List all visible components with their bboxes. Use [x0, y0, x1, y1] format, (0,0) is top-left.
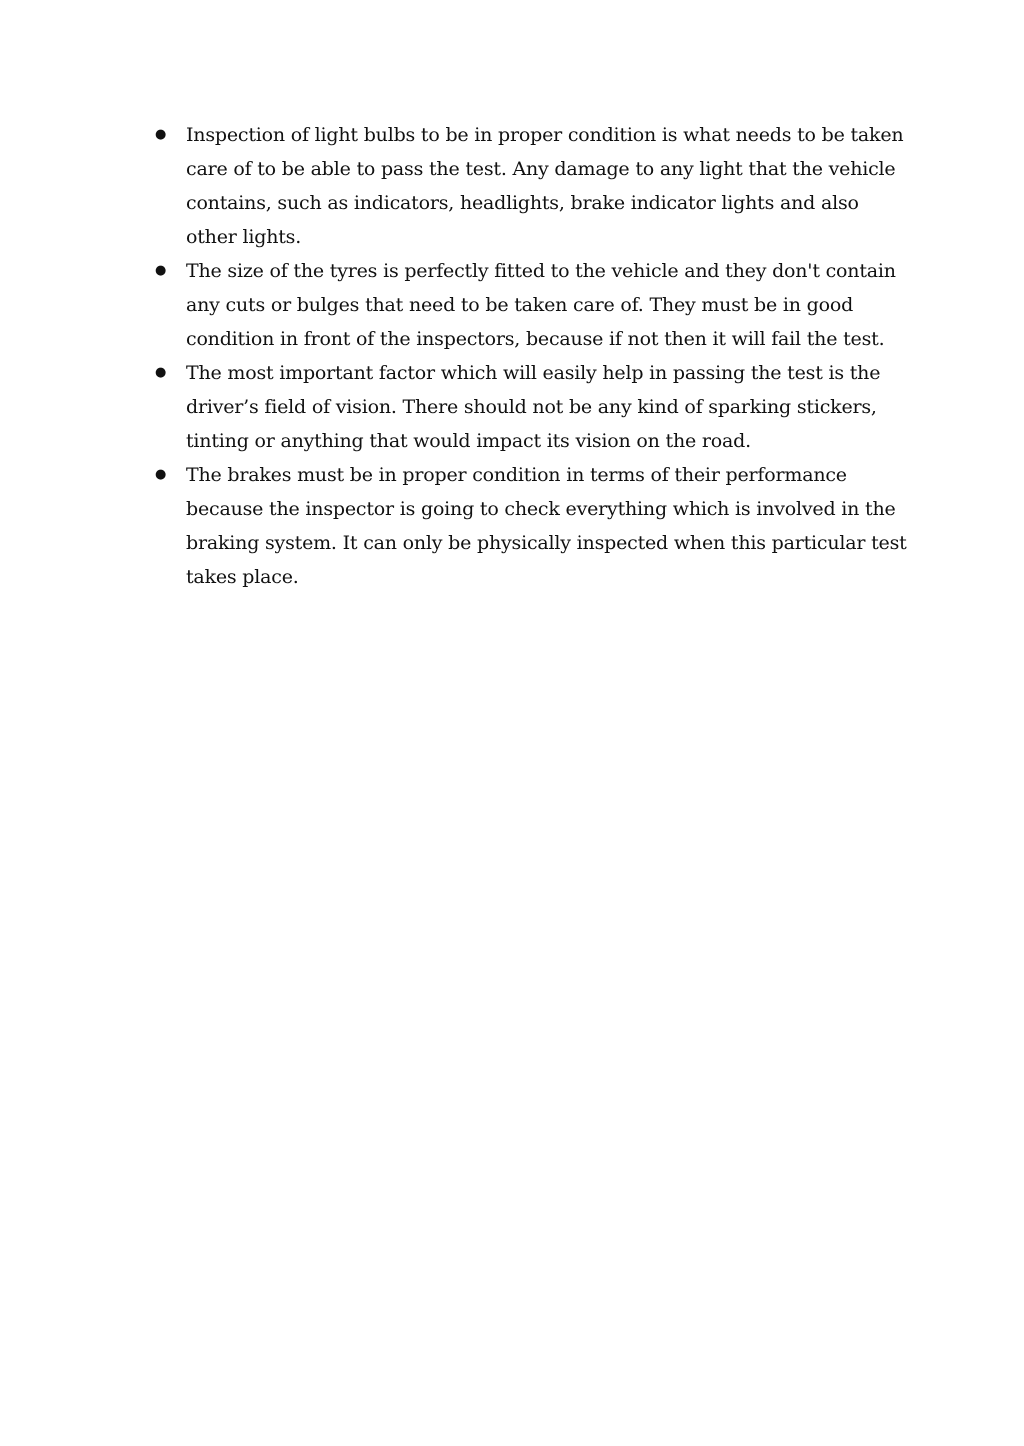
bullet-icon: ●	[155, 263, 167, 278]
list-item	[153, 356, 913, 458]
list-item	[153, 458, 913, 594]
list-item-text: The brakes must be in proper condition in terms of their performance because the inspector is going to check everything which is involved in the braking system. It can only be physically inspected when this particular test takes place.	[186, 464, 907, 588]
list-item	[153, 118, 913, 254]
bullet-icon: ●	[155, 127, 167, 142]
list-item	[153, 254, 913, 356]
list-item-text: Inspection of light bulbs to be in proper condition is what needs to be taken care of to be able to pass the test. Any damage to any light that the vehicle contains, such as indicators, headlights, brake indicator lights and also other lights.	[186, 124, 904, 248]
bullet-icon: ●	[155, 365, 167, 380]
list-item-text: The most important factor which will easily help in passing the test is the driver’s field of vision. There should not be any kind of sparking stickers, tinting or anything that would impact its vision on the road.	[186, 362, 881, 452]
list-item-text: The size of the tyres is perfectly fitted to the vehicle and they don't contain any cuts or bulges that need to be taken care of. They must be in good condition in front of the inspectors, because if not then it will fail the test.	[186, 260, 896, 350]
bullet-icon: ●	[155, 467, 167, 482]
bullet-list	[153, 118, 913, 594]
